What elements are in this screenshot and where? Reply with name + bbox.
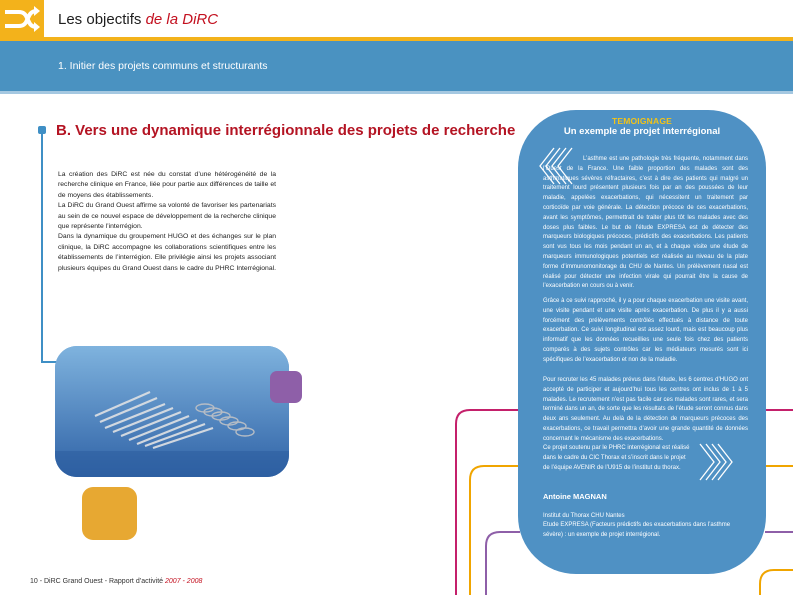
dirc-logo bbox=[0, 0, 44, 37]
testimony-title: Un exemple de projet interrégional bbox=[563, 126, 721, 137]
section-bullet bbox=[38, 126, 46, 134]
quote-close-icon bbox=[698, 442, 736, 482]
footer-text: 10 - DiRC Grand Ouest - Rapport d’activité bbox=[30, 578, 164, 585]
testimony-author: Antoine MAGNAN bbox=[543, 492, 607, 501]
decorative-orange-square bbox=[82, 487, 137, 540]
testimony-affiliation bbox=[543, 512, 748, 540]
page-footer bbox=[30, 578, 202, 585]
surgical-instruments-image bbox=[55, 346, 289, 477]
testimony-kicker: TEMOIGNAGE bbox=[611, 116, 673, 126]
gold-divider bbox=[0, 37, 793, 41]
testimony-paragraph: Ce projet soutenu par le PHRC interrégional est réalisé dans le cadre du CIC Thorax et s’inscrit dans le projet de l’équipe AVENIR de l’U915 de l’institut du thorax. bbox=[543, 445, 690, 471]
connector-line-horizontal bbox=[41, 133, 43, 363]
section-paragraph: La DiRC du Grand Ouest affirme sa volonté de favoriser les partenariats au sein de ce nouvel espace de développement de la recherche clinique que représente l’interrégion. bbox=[58, 202, 276, 231]
testimony-paragraph: Grâce à ce suivi rapproché, il y a pour chaque exacerbation une visite avant, une visite pendant et une visite après exacerbation. De plus il y a aussi forcément des prélèvements contrôlés effectués à distance de toute exacerbation. Ce suivi longitudinal est assez lourd, mais est beaucoup plus informatif que les données recueillies une seule fois chez des patients comparés à des sujets contrôles car les médiateurs mesurés sont ici spécifiques de l’exacerbation et non de la maladie. bbox=[543, 298, 748, 363]
footer-years: 2007 - 2008 bbox=[165, 578, 203, 585]
testimony-paragraph: Pour recruter les 45 malades prévus dans l’étude, les 6 centres d’HUGO ont accepté de participer et aujourd’hui tous les centres ont inclus de 1 à 5 malades. Le recrutement n’est pas facile car ces malades sont rares, et sera terminé dans un an, de sorte que les résultats de l’étude seront connus dans deux ans seulement. Au delà de la détection de marqueurs précoces des exacerbations, ce travail permettra d’avoir une grande quantité de données concernant le mécanisme des exacerbations. bbox=[543, 377, 748, 442]
section-paragraph: Dans la dynamique du groupement HUGO et des échanges sur le plan clinique, la DiRC accompagne les collaborations scientifiques entre les établissements de l’interrégion. Elle privilégie ainsi les projets associant plusieurs équipes du Grand Ouest dans le cadre du PHRC Interrégional. bbox=[58, 233, 277, 272]
affiliation-line: sévère) : un exemple de projet interrégional. bbox=[543, 531, 661, 538]
affiliation-line: Institut du Thorax CHU Nantes bbox=[543, 513, 625, 519]
testimony-paragraph: L’asthme est une pathologie très fréquente, notamment dans l’Ouest de la France. Une faible proportion des malades sont des asthmatiques sévères réfractaires, c’est à dire des patients qui malgré un traitement lourd présentent plusieurs fois par an des poussées de leur maladie, appelées exacerbations, qui nécessitent un traitement par corticoïde par voie générale. La détection précoce de ces exacerbations, avant les symptômes, permettrait de traiter plus tôt les malades avec des doses plus faibles. Le but de l’étude EXPRESA est de détecter des marqueurs biologiques précoces, prédictifs des exacerbations. Les patients sont vus tous les mois pendant un an, et à chaque visite une étude de marqueurs immunologiques potentiels est réalisée au niveau de la plate forme d’immunomonitorage du CHU de Nantes. Un prélèvement nasal est réalisé pour détecter une infection virale qui pourrait être la cause de l’exacerbation en cours ou à venir. bbox=[543, 156, 748, 290]
section-paragraph: La création des DiRC est née du constat d’une hétérogénéité de la recherche clinique en France, liée pour partie aux différences de taille et de moyens des établissements. bbox=[58, 171, 276, 199]
section-body bbox=[58, 170, 276, 274]
section-title: B. Vers une dynamique interrégionnale des projets de recherche bbox=[56, 122, 516, 139]
affiliation-line: Etude EXPRESA (Facteurs prédictifs des exacerbations dans l’asthme bbox=[543, 522, 731, 529]
decorative-purple-square bbox=[270, 371, 302, 403]
dirc-logo-icon bbox=[3, 4, 41, 34]
page-subtitle: 1. Initier des projets communs et structurants bbox=[58, 60, 268, 72]
surgical-instruments-photo bbox=[55, 346, 289, 477]
page-title: Les objectifs de la DiRC bbox=[58, 11, 219, 28]
